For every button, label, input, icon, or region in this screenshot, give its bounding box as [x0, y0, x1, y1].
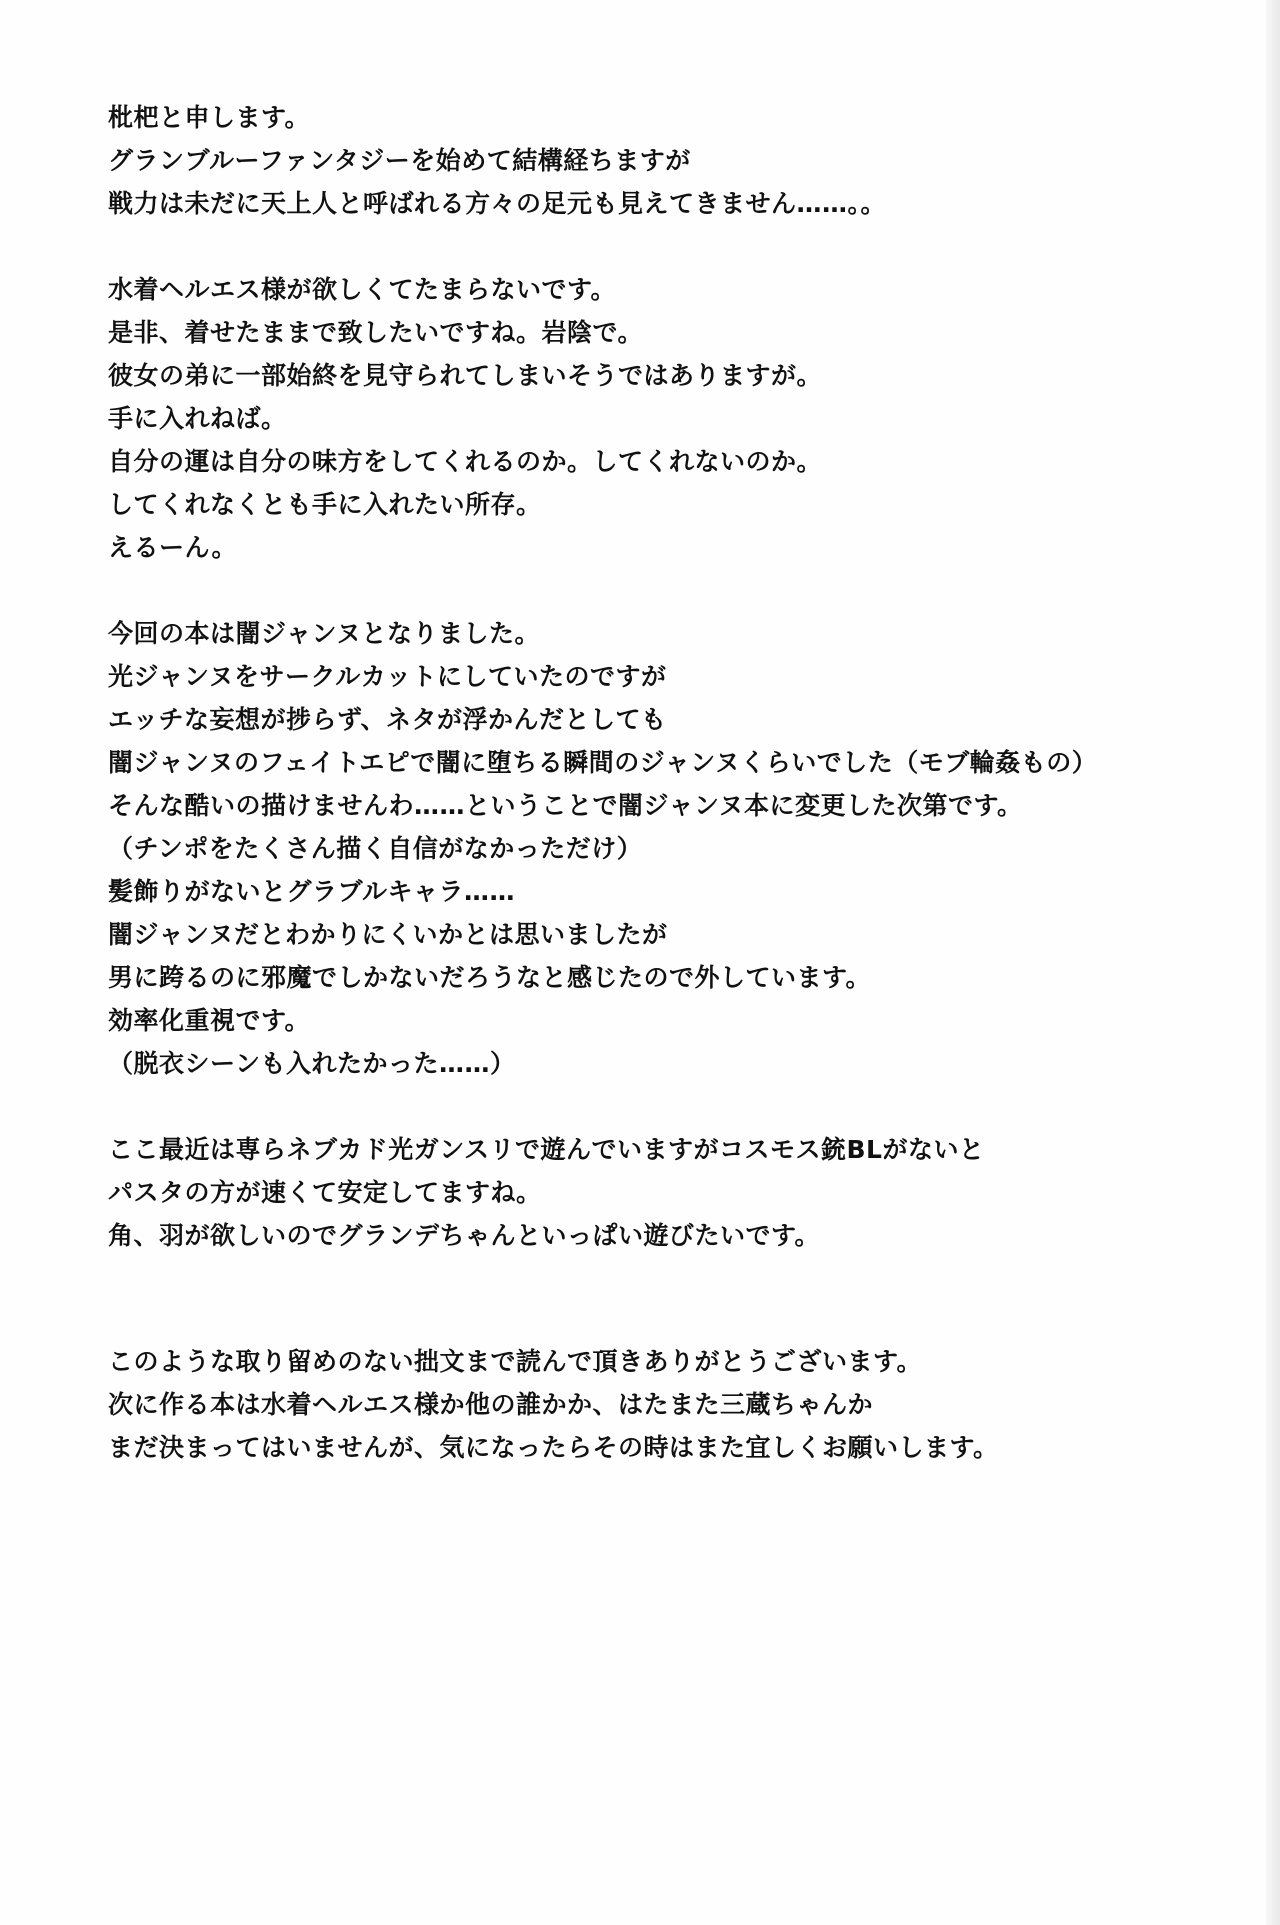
paragraph-this-book: [108, 612, 1228, 1085]
paragraph-recent-play: [108, 1128, 1228, 1257]
text-line: 闇ジャンヌだとわかりにくいかとは思いましたが: [108, 920, 668, 949]
text-line: エッチな妄想が捗らず、ネタが浮かんだとしても: [108, 705, 667, 734]
paragraph-introduction: [108, 96, 1228, 225]
text-line: 自分の運は自分の味方をしてくれるのか。してくれないのか。: [108, 447, 823, 476]
text-line: 角、羽が欲しいのでグランデちゃんといっぱい遊びたいです。: [108, 1221, 821, 1250]
text-line: 効率化重視です。: [108, 1006, 311, 1035]
text-line: えるーん。: [108, 533, 238, 562]
text-line: 闇ジャンヌのフェイトエピで闇に堕ちる瞬間のジャンヌくらいでした（モブ輪姦もの）: [108, 748, 1098, 777]
text-line: 戦力は未だに天上人と呼ばれる方々の足元も見えてきません……。。: [108, 189, 887, 218]
text-line: そんな酷いの描けませんわ……ということで闇ジャンヌ本に変更した次第です。: [108, 791, 1023, 820]
text-line: 光ジャンヌをサークルカットにしていたのですが: [108, 662, 667, 691]
text-line: 次に作る本は水着ヘルエス様か他の誰かか、はたまた三蔵ちゃんか: [108, 1390, 874, 1419]
text-line: 今回の本は闇ジャンヌとなりました。: [108, 619, 541, 648]
text-line: 是非、着せたままで致したいですね。岩陰で。: [108, 318, 644, 347]
text-line: してくれなくとも手に入れたい所存。: [108, 490, 542, 519]
text-line: （チンポをたくさん描く自信がなかっただけ）: [108, 834, 643, 863]
text-line: 彼女の弟に一部始終を見守られてしまいそうではありますが。: [108, 361, 823, 390]
paragraph-swimsuit: [108, 268, 1228, 569]
text-line: 髪飾りがないとグラブルキャラ……: [108, 877, 516, 906]
text-line: まだ決まってはいませんが、気になったらその時はまた宜しくお願いします。: [108, 1433, 999, 1462]
text-line: 水着ヘルエス様が欲しくてたまらないです。: [108, 275, 617, 304]
text-line: このような取り留めのない拙文まで読んで頂きありがとうございます。: [108, 1347, 923, 1376]
text-line: （脱衣シーンも入れたかった……）: [108, 1049, 516, 1078]
text-line: 男に跨るのに邪魔でしかないだろうなと感じたので外しています。: [108, 963, 872, 992]
text-line: ここ最近は専らネブカド光ガンスリで遊んでいますがコスモス銃BLがないと: [108, 1135, 985, 1164]
text-line: 手に入れねば。: [108, 404, 287, 433]
text-line: 枇杷と申します。: [108, 103, 311, 132]
text-line: グランブルーファンタジーを始めて結構経ちますが: [108, 146, 691, 175]
text-line: パスタの方が速くて安定してますね。: [108, 1178, 542, 1207]
afterword-text: [108, 96, 1228, 1512]
page-edge-shadow: [1266, 0, 1280, 1925]
paragraph-closing: [108, 1340, 1228, 1469]
